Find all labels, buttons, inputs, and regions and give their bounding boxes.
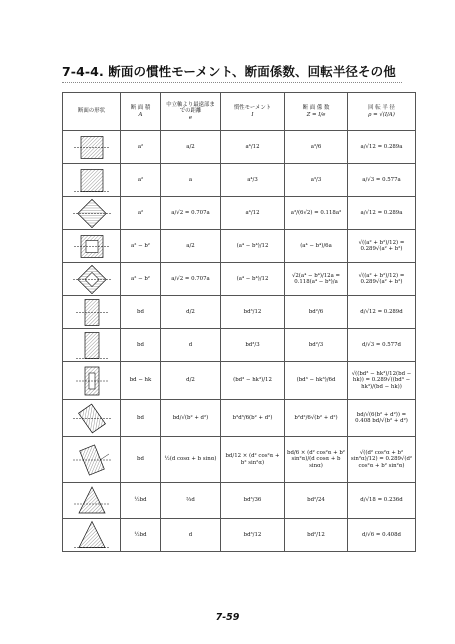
- cell-Z: [285, 400, 348, 437]
- cell-e: [161, 197, 221, 230]
- area-formula: a²: [137, 143, 144, 150]
- cell-area: [121, 131, 161, 164]
- rho-formula: d/√3 = 0.577d: [362, 341, 401, 348]
- area-formula: a²: [137, 176, 144, 183]
- I-formula: a⁴/12: [245, 143, 260, 150]
- cell-I: [221, 362, 285, 400]
- cell-rho: [348, 131, 416, 164]
- table-row: [63, 296, 416, 329]
- cell-rho: [348, 329, 416, 362]
- e-formula: d/2: [186, 308, 195, 315]
- table-row: [63, 329, 416, 362]
- cell-e: [161, 131, 221, 164]
- e-formula: d: [188, 531, 193, 538]
- cell-e: [161, 437, 221, 483]
- rho-formula: a/√12 = 0.289a: [360, 209, 403, 216]
- header-label: 中立軸より最遠部までの距離: [166, 102, 215, 115]
- cell-area: [121, 437, 161, 483]
- header-symbol: Z = I/e: [306, 111, 326, 118]
- I-formula: bd³/3: [245, 341, 260, 348]
- page-number: 7-59: [215, 612, 240, 623]
- rho-formula: a/√12 = 0.289a: [360, 143, 403, 150]
- table-row: [63, 131, 416, 164]
- e-formula: d: [188, 341, 193, 348]
- cell-rho: [348, 437, 416, 483]
- header-distance: [161, 93, 221, 131]
- rho-formula: √((bd³ − hk³)/12(bd − hk)) = 0.289√((bd³ − hk³)/(bd − hk)): [351, 371, 412, 390]
- Z-formula: bd²/6: [308, 308, 324, 315]
- hollow-square-diagonal-diagram: [63, 263, 121, 296]
- area-formula: ½bd: [134, 497, 147, 504]
- cell-area: [121, 519, 161, 552]
- area-formula: bd: [137, 414, 144, 421]
- I-formula: b³d³/6(b² + d²): [232, 414, 273, 421]
- e-formula: a/√2 = 0.707a: [171, 209, 210, 216]
- area-formula: ½bd: [134, 531, 147, 538]
- table-header-row: [63, 93, 416, 131]
- table-row: [63, 362, 416, 400]
- e-formula: a: [188, 176, 193, 183]
- rho-formula: √((d² cos²α + b² sin²α)/12) = 0.289√(d² cos²α + b² sin²α): [350, 450, 413, 469]
- cell-Z: [285, 230, 348, 263]
- header-modulus: [285, 93, 348, 131]
- e-formula: ⅔d: [186, 497, 195, 504]
- cell-area: [121, 164, 161, 197]
- e-formula: bd/√(b² + d²): [172, 414, 209, 421]
- area-formula: bd: [137, 341, 144, 348]
- I-formula: bd³/12: [243, 308, 262, 315]
- table-row: [63, 263, 416, 296]
- cell-e: [161, 362, 221, 400]
- I-formula: bd³/12: [243, 531, 262, 538]
- cell-I: [221, 164, 285, 197]
- cell-area: [121, 329, 161, 362]
- cell-rho: [348, 519, 416, 552]
- hollow-rectangle-diagram: [63, 362, 121, 400]
- cell-Z: [285, 164, 348, 197]
- rectangle-inclined-diagram: [63, 437, 121, 483]
- header-label: 断 面 積: [130, 105, 151, 112]
- cell-e: [161, 296, 221, 329]
- Z-formula: bd²/24: [307, 497, 325, 504]
- table-row: [63, 400, 416, 437]
- rho-formula: bd/√(6(b² + d²)) = 0.408 bd/√(b² + d²): [355, 411, 408, 424]
- cell-Z: [285, 329, 348, 362]
- header-symbol: ρ = √(I/A): [368, 111, 395, 118]
- cell-I: [221, 400, 285, 437]
- cell-Z: [285, 197, 348, 230]
- I-formula: bd³/36: [243, 497, 262, 504]
- Z-formula: a³/6: [310, 143, 322, 150]
- Z-formula: bd²/3: [308, 341, 324, 348]
- cell-area: [121, 263, 161, 296]
- cell-area: [121, 362, 161, 400]
- rho-formula: a/√3 = 0.577a: [362, 176, 401, 183]
- cell-area: [121, 230, 161, 263]
- cell-I: [221, 197, 285, 230]
- e-formula: d/2: [186, 377, 195, 384]
- cell-area: [121, 483, 161, 519]
- cell-rho: [348, 197, 416, 230]
- header-area: [121, 93, 161, 131]
- Z-formula: bd²/12: [307, 531, 325, 538]
- cell-Z: [285, 362, 348, 400]
- cell-e: [161, 263, 221, 296]
- cell-rho: [348, 400, 416, 437]
- Z-formula: b²d²/6√(b² + d²): [294, 414, 338, 421]
- cell-Z: [285, 437, 348, 483]
- cell-rho: [348, 230, 416, 263]
- Z-formula: a³/3: [310, 176, 322, 183]
- I-formula: (a⁴ − b⁴)/12: [236, 242, 269, 249]
- table-row: [63, 483, 416, 519]
- cell-I: [221, 519, 285, 552]
- rectangle-diagram: [63, 296, 121, 329]
- table-row: [63, 230, 416, 263]
- header-symbol: I: [251, 111, 254, 118]
- cell-e: [161, 400, 221, 437]
- cell-rho: [348, 263, 416, 296]
- cell-Z: [285, 296, 348, 329]
- header-label: 断 面 係 数: [302, 105, 330, 112]
- I-formula: (bd³ − hk³)/12: [233, 377, 272, 384]
- table-row: [63, 437, 416, 483]
- cell-I: [221, 296, 285, 329]
- cell-e: [161, 230, 221, 263]
- header-radius: [348, 93, 416, 131]
- title-divider: [62, 82, 402, 83]
- area-formula: bd − hk: [129, 377, 152, 384]
- e-formula: a/2: [186, 242, 195, 249]
- area-formula: a²: [137, 209, 144, 216]
- header-symbol: e: [188, 114, 193, 121]
- cell-Z: [285, 263, 348, 296]
- header-symbol: A: [138, 111, 143, 118]
- square-base-axis-diagram: [63, 164, 121, 197]
- cell-I: [221, 263, 285, 296]
- header-label: 回 転 半 径: [368, 105, 395, 112]
- cell-rho: [348, 164, 416, 197]
- Z-formula: bd/6 × (d² cos²α + b² sin²α)/(d cosα + b sinα): [287, 450, 345, 469]
- Z-formula: (a⁴ − b⁴)/6a: [300, 242, 332, 249]
- Z-formula: (bd³ − hk³)/6d: [296, 377, 336, 384]
- cell-area: [121, 197, 161, 230]
- e-formula: a/2: [186, 143, 195, 150]
- cell-I: [221, 329, 285, 362]
- header-inertia: [221, 93, 285, 131]
- square-diagonal-diagram: [63, 197, 121, 230]
- cell-Z: [285, 519, 348, 552]
- rho-formula: √((a² + b²)/12) = 0.289√(a² + b²): [358, 239, 405, 252]
- Z-formula: √2(a⁴ − b⁴)/12a = 0.118(a⁴ − b⁴)/a: [291, 272, 341, 285]
- cell-rho: [348, 362, 416, 400]
- I-formula: a⁴/3: [247, 176, 258, 183]
- cell-e: [161, 483, 221, 519]
- rectangle-diagonal-diagram: [63, 400, 121, 437]
- header-label: 断面の形状: [78, 108, 105, 115]
- cell-I: [221, 483, 285, 519]
- e-formula: a/√2 = 0.707a: [171, 275, 210, 282]
- triangle-centroid-diagram: [63, 483, 121, 519]
- triangle-base-axis-diagram: [63, 519, 121, 552]
- I-formula: (a⁴ − b⁴)/12: [236, 275, 269, 282]
- cell-I: [221, 230, 285, 263]
- solid-square-diagram: [63, 131, 121, 164]
- cell-Z: [285, 483, 348, 519]
- e-formula: ½(d cosα + b sinα): [164, 456, 217, 463]
- cell-rho: [348, 296, 416, 329]
- cell-e: [161, 164, 221, 197]
- cell-area: [121, 296, 161, 329]
- area-formula: a² − b²: [131, 242, 150, 249]
- rho-formula: √((a² + b²)/12) = 0.289√(a² + b²): [358, 272, 405, 285]
- cell-rho: [348, 483, 416, 519]
- cell-e: [161, 329, 221, 362]
- rho-formula: d/√12 = 0.289d: [360, 308, 403, 315]
- area-formula: bd: [137, 308, 144, 315]
- I-formula: a⁴/12: [245, 209, 260, 216]
- table-row: [63, 519, 416, 552]
- area-formula: bd: [137, 456, 144, 463]
- table-row: [63, 197, 416, 230]
- table-row: [63, 164, 416, 197]
- header-shape: [63, 93, 121, 131]
- page-title: 7-4-4. 断面の慣性モーメント、断面係数、回転半径その他: [62, 64, 396, 79]
- hollow-square-diagram: [63, 230, 121, 263]
- cell-I: [221, 437, 285, 483]
- cell-I: [221, 131, 285, 164]
- cell-Z: [285, 131, 348, 164]
- header-label: 慣性モーメント: [233, 105, 272, 112]
- section-properties-table: [62, 92, 416, 552]
- cell-e: [161, 519, 221, 552]
- rectangle-base-axis-diagram: [63, 329, 121, 362]
- area-formula: a² − b²: [131, 275, 150, 282]
- cell-area: [121, 400, 161, 437]
- Z-formula: a³/(6√2) = 0.118a³: [290, 209, 342, 216]
- rho-formula: d/√18 = 0.236d: [360, 497, 403, 504]
- rho-formula: d/√6 = 0.408d: [362, 531, 401, 538]
- I-formula: bd/12 × (d² cos²α + b² sin²α): [225, 453, 280, 466]
